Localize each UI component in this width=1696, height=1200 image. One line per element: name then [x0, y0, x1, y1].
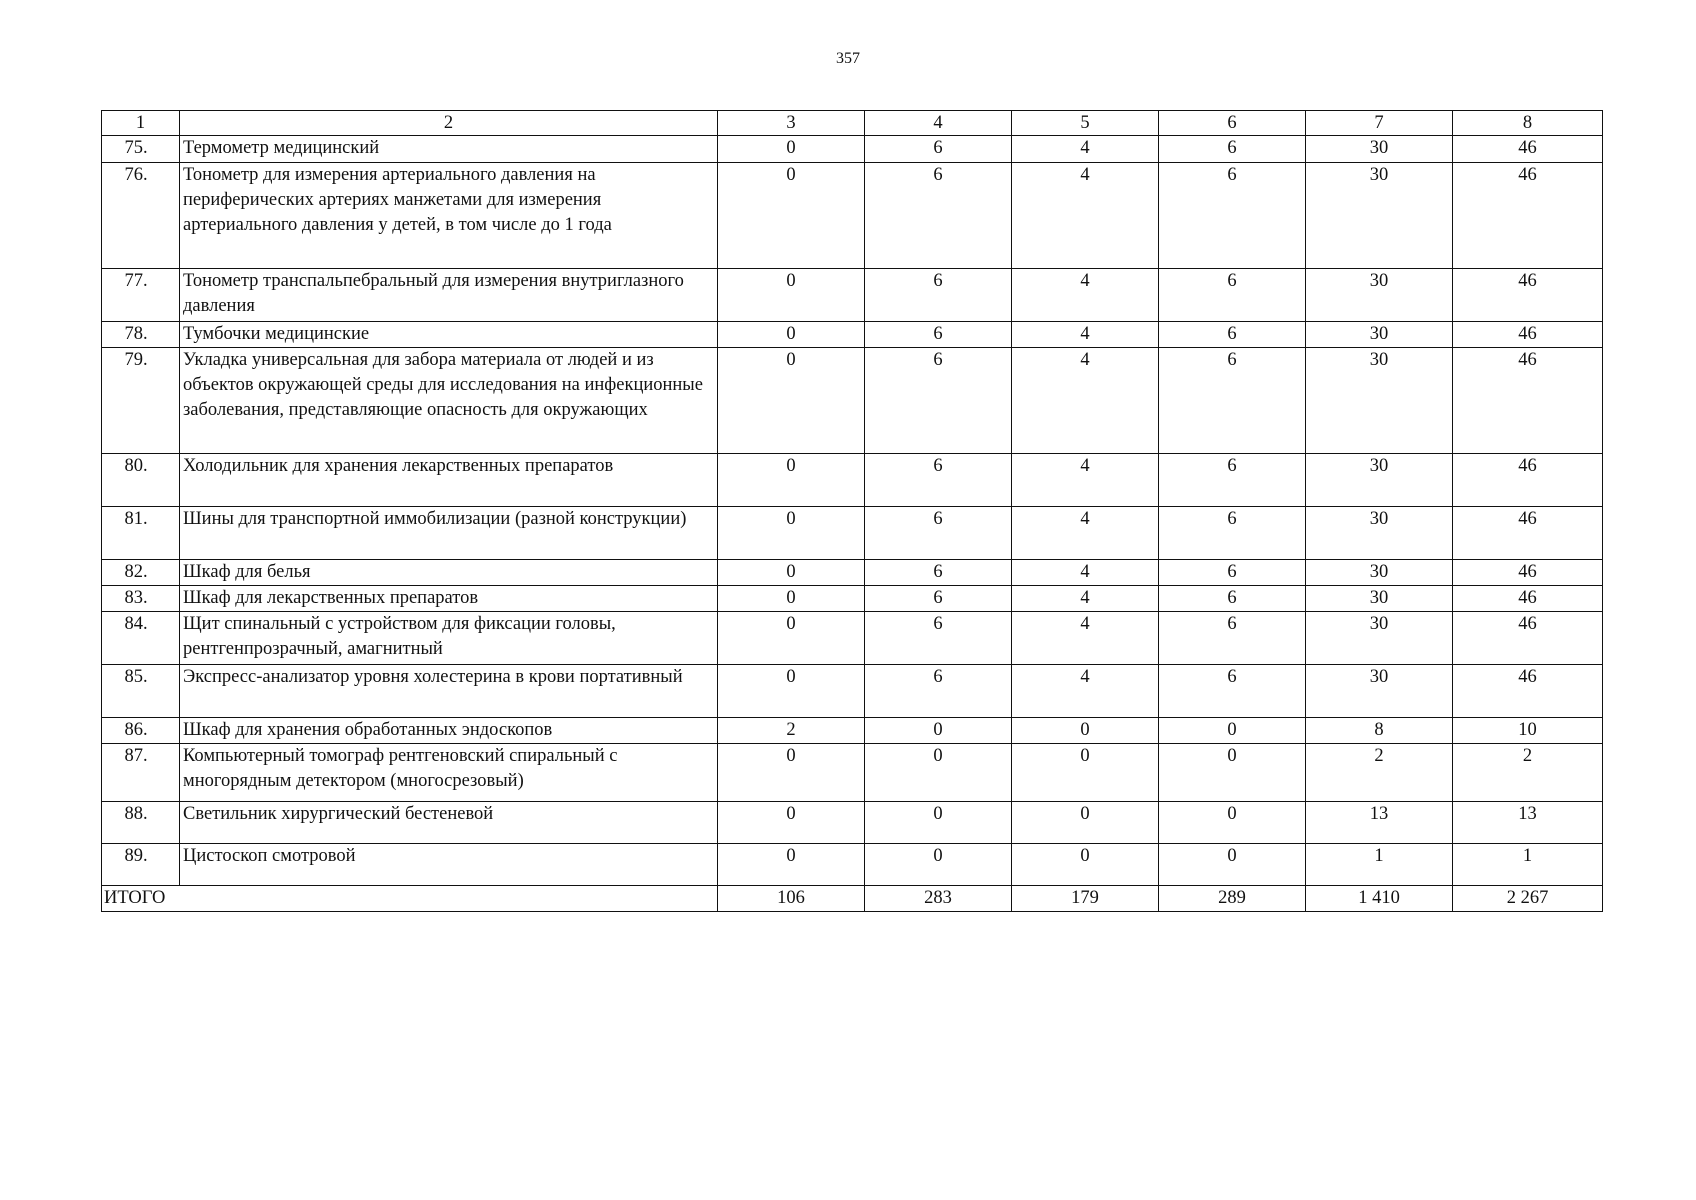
item-name: Шины для транспортной иммобилизации (разной конструкции) — [180, 507, 718, 560]
value-col5: 4 — [1012, 322, 1159, 348]
value-col8: 46 — [1453, 163, 1603, 269]
value-col8: 46 — [1453, 560, 1603, 586]
row-number: 89. — [102, 844, 180, 886]
row-number: 81. — [102, 507, 180, 560]
value-col6: 6 — [1159, 560, 1306, 586]
row-number: 88. — [102, 802, 180, 844]
value-col5: 4 — [1012, 612, 1159, 665]
table-row — [102, 560, 1603, 586]
value-col3: 0 — [718, 163, 865, 269]
item-name: Тонометр транспальпебральный для измерения внутриглазного давления — [180, 269, 718, 322]
value-col5: 0 — [1012, 718, 1159, 744]
table-header-row — [102, 111, 1603, 136]
table-row — [102, 136, 1603, 163]
value-col7: 30 — [1306, 454, 1453, 507]
row-number: 84. — [102, 612, 180, 665]
value-col7: 30 — [1306, 586, 1453, 612]
value-col4: 6 — [865, 612, 1012, 665]
item-name: Экспресс-анализатор уровня холестерина в крови портативный — [180, 665, 718, 718]
total-col8: 2 267 — [1453, 886, 1603, 912]
item-name: Тумбочки медицинские — [180, 322, 718, 348]
table-row — [102, 802, 1603, 844]
header-cell-col7: 7 — [1306, 111, 1453, 136]
value-col6: 6 — [1159, 586, 1306, 612]
value-col7: 30 — [1306, 665, 1453, 718]
row-number: 87. — [102, 744, 180, 802]
value-col3: 0 — [718, 586, 865, 612]
value-col7: 8 — [1306, 718, 1453, 744]
value-col5: 0 — [1012, 802, 1159, 844]
value-col7: 30 — [1306, 136, 1453, 163]
value-col4: 6 — [865, 665, 1012, 718]
value-col5: 0 — [1012, 844, 1159, 886]
value-col7: 30 — [1306, 322, 1453, 348]
value-col8: 46 — [1453, 612, 1603, 665]
value-col4: 0 — [865, 844, 1012, 886]
table-row — [102, 744, 1603, 802]
value-col7: 30 — [1306, 560, 1453, 586]
value-col3: 0 — [718, 136, 865, 163]
value-col3: 0 — [718, 802, 865, 844]
item-name: Тонометр для измерения артериального давления на периферических артериях манжетами для измерения артериального давления у детей, в том числе до 1 года — [180, 163, 718, 269]
value-col5: 4 — [1012, 507, 1159, 560]
row-number: 85. — [102, 665, 180, 718]
value-col8: 46 — [1453, 348, 1603, 454]
row-number: 79. — [102, 348, 180, 454]
value-col6: 6 — [1159, 612, 1306, 665]
item-name: Компьютерный томограф рентгеновский спиральный с многорядным детектором (многосрезовый) — [180, 744, 718, 802]
value-col4: 6 — [865, 136, 1012, 163]
row-number: 75. — [102, 136, 180, 163]
value-col5: 4 — [1012, 586, 1159, 612]
row-number: 83. — [102, 586, 180, 612]
value-col3: 0 — [718, 322, 865, 348]
value-col6: 6 — [1159, 348, 1306, 454]
table-row — [102, 348, 1603, 454]
value-col4: 0 — [865, 802, 1012, 844]
row-number: 82. — [102, 560, 180, 586]
value-col6: 0 — [1159, 802, 1306, 844]
value-col8: 46 — [1453, 454, 1603, 507]
table-row — [102, 844, 1603, 886]
row-number: 76. — [102, 163, 180, 269]
value-col6: 6 — [1159, 507, 1306, 560]
table-row — [102, 322, 1603, 348]
total-col6: 289 — [1159, 886, 1306, 912]
table-row — [102, 612, 1603, 665]
row-number: 86. — [102, 718, 180, 744]
value-col3: 2 — [718, 718, 865, 744]
value-col6: 0 — [1159, 718, 1306, 744]
value-col6: 6 — [1159, 136, 1306, 163]
value-col6: 0 — [1159, 744, 1306, 802]
value-col8: 1 — [1453, 844, 1603, 886]
value-col3: 0 — [718, 612, 865, 665]
item-name: Шкаф для лекарственных препаратов — [180, 586, 718, 612]
value-col3: 0 — [718, 507, 865, 560]
value-col4: 6 — [865, 507, 1012, 560]
value-col5: 4 — [1012, 454, 1159, 507]
table-row — [102, 586, 1603, 612]
header-cell-col8: 8 — [1453, 111, 1603, 136]
header-cell-col3: 3 — [718, 111, 865, 136]
header-cell-col6: 6 — [1159, 111, 1306, 136]
value-col7: 2 — [1306, 744, 1453, 802]
value-col8: 46 — [1453, 136, 1603, 163]
header-cell-col2: 2 — [180, 111, 718, 136]
value-col4: 6 — [865, 269, 1012, 322]
value-col6: 6 — [1159, 665, 1306, 718]
value-col8: 46 — [1453, 507, 1603, 560]
value-col3: 0 — [718, 269, 865, 322]
total-col5: 179 — [1012, 886, 1159, 912]
value-col8: 13 — [1453, 802, 1603, 844]
value-col3: 0 — [718, 348, 865, 454]
header-cell-col1: 1 — [102, 111, 180, 136]
item-name: Термометр медицинский — [180, 136, 718, 163]
table-row — [102, 454, 1603, 507]
value-col7: 30 — [1306, 507, 1453, 560]
value-col8: 46 — [1453, 269, 1603, 322]
item-name: Укладка универсальная для забора материала от людей и из объектов окружающей среды для исследования на инфекционные заболевания, представляющие опасность для окружающих — [180, 348, 718, 454]
table-row — [102, 507, 1603, 560]
total-row — [102, 886, 1603, 912]
item-name: Шкаф для белья — [180, 560, 718, 586]
header-cell-col5: 5 — [1012, 111, 1159, 136]
total-col4: 283 — [865, 886, 1012, 912]
item-name: Холодильник для хранения лекарственных препаратов — [180, 454, 718, 507]
header-cell-col4: 4 — [865, 111, 1012, 136]
value-col8: 2 — [1453, 744, 1603, 802]
value-col7: 30 — [1306, 348, 1453, 454]
value-col5: 4 — [1012, 560, 1159, 586]
value-col3: 0 — [718, 744, 865, 802]
value-col5: 4 — [1012, 136, 1159, 163]
value-col4: 6 — [865, 322, 1012, 348]
value-col4: 6 — [865, 348, 1012, 454]
value-col8: 10 — [1453, 718, 1603, 744]
value-col6: 6 — [1159, 269, 1306, 322]
total-col7: 1 410 — [1306, 886, 1453, 912]
total-label: ИТОГО — [102, 886, 718, 912]
value-col4: 0 — [865, 718, 1012, 744]
item-name: Шкаф для хранения обработанных эндоскопов — [180, 718, 718, 744]
value-col5: 4 — [1012, 269, 1159, 322]
value-col7: 13 — [1306, 802, 1453, 844]
row-number: 80. — [102, 454, 180, 507]
value-col4: 6 — [865, 560, 1012, 586]
value-col5: 4 — [1012, 665, 1159, 718]
row-number: 77. — [102, 269, 180, 322]
total-col3: 106 — [718, 886, 865, 912]
value-col3: 0 — [718, 665, 865, 718]
value-col4: 0 — [865, 744, 1012, 802]
value-col6: 6 — [1159, 322, 1306, 348]
value-col6: 6 — [1159, 163, 1306, 269]
value-col3: 0 — [718, 454, 865, 507]
value-col6: 0 — [1159, 844, 1306, 886]
value-col4: 6 — [865, 454, 1012, 507]
table-row — [102, 163, 1603, 269]
value-col5: 4 — [1012, 348, 1159, 454]
value-col7: 1 — [1306, 844, 1453, 886]
value-col3: 0 — [718, 844, 865, 886]
value-col7: 30 — [1306, 612, 1453, 665]
value-col8: 46 — [1453, 322, 1603, 348]
value-col4: 6 — [865, 586, 1012, 612]
value-col6: 6 — [1159, 454, 1306, 507]
item-name: Светильник хирургический бестеневой — [180, 802, 718, 844]
value-col5: 4 — [1012, 163, 1159, 269]
value-col8: 46 — [1453, 586, 1603, 612]
value-col7: 30 — [1306, 269, 1453, 322]
item-name: Цистоскоп смотровой — [180, 844, 718, 886]
equipment-table — [101, 110, 1603, 912]
value-col8: 46 — [1453, 665, 1603, 718]
row-number: 78. — [102, 322, 180, 348]
value-col7: 30 — [1306, 163, 1453, 269]
item-name: Щит спинальный с устройством для фиксации головы, рентгенпрозрачный, амагнитный — [180, 612, 718, 665]
value-col4: 6 — [865, 163, 1012, 269]
page-number: 357 — [836, 50, 860, 67]
table-row — [102, 718, 1603, 744]
value-col3: 0 — [718, 560, 865, 586]
value-col5: 0 — [1012, 744, 1159, 802]
table-row — [102, 269, 1603, 322]
table-row — [102, 665, 1603, 718]
